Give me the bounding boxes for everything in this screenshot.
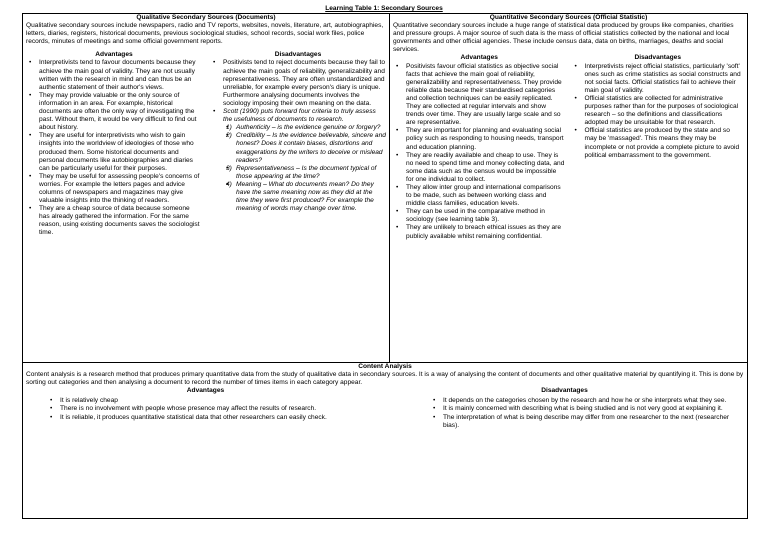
content-analysis-advantages (26, 387, 385, 429)
list-item (223, 108, 386, 213)
qualitative-intro: Qualitative secondary sources include newspapers, radio and TV reports, websites, novels, literature, art, autobiographies, letters, diaries, registers, historical documents, previous sociological studies, school records, social work files, police records, minutes of meetings and some official government reports. (26, 22, 384, 46)
list-item: • Interpretivists reject official statistics, particularly 'soft' ones such as crime statistics as social constructs and not social facts. Official statistics fail to achieve their main goal of validity. (585, 63, 745, 95)
list-item: • It is reliable, it produces quantitative statistical data that other researchers can easily check. (60, 414, 385, 422)
qualitative-disadvantages-heading: Disadvantages (274, 51, 322, 59)
qualitative-disadvantages (208, 51, 386, 237)
criteria-text: Representativeness – Is the document typical of those appearing at the time? (236, 164, 377, 180)
criteria-item (226, 180, 386, 213)
list-item: • They may be useful for assessing people's concerns of worries. For example the letters pages and advice columns of newspapers and magazines may give valuable insights into the thinking of readers. (39, 173, 202, 205)
list-item: • They may provide valuable or the only source of information in an area. For example, historical documents are often the only way of investigating the past. Without them, it would be very difficult to find out about history. (39, 92, 202, 132)
list-item: • They are unlikely to breach ethical issues as they are publicly available whilst remaining confidential. (406, 224, 566, 240)
criteria-item (226, 164, 386, 181)
criteria-number: • 2) (226, 132, 232, 140)
quantitative-heading: Quantitative Secondary Sources (Official Statistic) (489, 14, 648, 21)
list-item: • Positivists tend to reject documents because they fail to achieve the main goals of reliability, generalizability and representativeness. They are often unstandardized and unreliable, for example every person's diary is unique. Furthermore analysing documents involves the sociology imposing their own meaning on the data. (223, 59, 386, 108)
content-analysis-intro: Content analysis is a research method that produces primary quantitative data from the study of qualitative data in secondary sources. It is a way of analysing the content of documents and other qualitative material by quantifying it. This is done by sorting out categories and then analysing a document to record the number of times items in each category appear. (26, 371, 744, 387)
content-analysis-disadvantages (385, 387, 744, 429)
content-analysis-cell (23, 363, 748, 519)
quantitative-disadvantages (572, 54, 745, 240)
criteria-text: Credibility – Is the evidence believable, sincere and honest? Does it contain biases, distortions and exaggerations by the writers to deceive or mislead readers? (236, 132, 386, 164)
criteria-number: • 1) (226, 124, 232, 132)
list-item: • There is no involvement with people whose presence may affect the results of research. (60, 405, 385, 413)
list-item: • They are useful for interpretivists who wish to gain insights into the worldview of ideologies of those who produced them. Some historical documents and personal documents like autobiographies and diaries can be particularly useful for their purposes. (39, 132, 202, 172)
quantitative-intro: Quantitative secondary sources include a huge range of statistical data produced by groups like companies, charities and pressure groups. A major source of such data is the mass of official statistics collected by the national and local governments and other official agencies. These include census data, data on births, marriages, deaths and social services. (393, 22, 734, 54)
criteria-item (226, 132, 386, 164)
content-analysis-disadvantages-heading: Disadvantages (541, 387, 588, 395)
list-item: • It depends on the categories chosen by the research and how he or she interprets what they see. (443, 397, 736, 405)
criteria-number: • 3) (226, 164, 232, 172)
list-item: • They are important for planning and evaluating social policy such as responding to housing needs, transport and education planning. (406, 127, 566, 151)
content-analysis-advantages-heading: Advantages (186, 387, 225, 395)
criteria-item (226, 124, 386, 132)
list-item: • They allow inter group and international comparisons to be made, such as between working class and middle class families, education levels. (406, 184, 566, 208)
list-item: • They are a cheap source of data because someone has already gathered the information. For the same reason, using existing documents saves the sociologist time. (39, 205, 202, 237)
secondary-sources-table (22, 13, 748, 519)
list-item: • They are readily available and cheap to use. They is no need to spend time and money collecting data, and some data such as the census would be impossible for one individual to collect. (406, 152, 566, 184)
list-item: • Positivists favour official statistics as objective social facts that achieve the main goal of reliability, generalizability and representativeness. They provide reliable data because their standardised categories and collection techniques can be easily replicated. They are collected at regular intervals and show trends over time. They are usually large scale and so are representative. (406, 63, 566, 128)
list-item: • They can be used in the comparative method in sociology (see learning table 3). (406, 208, 566, 224)
list-item-text: Scott (1990) puts forward four criteria to truly assess the usefulness of documents to research. (223, 108, 376, 124)
list-item: • Interpretivists tend to favour documents because they achieve the main goal of validity. They are not usually written with the research in mind and can thus be an authentic statement of their author's views. (39, 59, 202, 91)
qualitative-cell (23, 14, 390, 363)
list-item: • It is mainly concerned with describing what is being studied and is not very good at explaining it. (443, 405, 736, 413)
content-analysis-heading: Content Analysis (358, 363, 412, 370)
list-item: • Official statistics are collected for administrative purposes rather than for the purposes of sociological research – so the definitions and classifications adopted may be unsuitable for that research. (585, 95, 745, 127)
list-item: • Official statistics are produced by the state and so may be 'massaged'. This means they may be incomplete or not provide a complete picture to avoid political embarrassment to the government. (585, 127, 745, 159)
qualitative-advantages-heading: Advantages (95, 51, 133, 59)
quantitative-cell (390, 14, 748, 363)
qualitative-advantages (26, 51, 208, 237)
quantitative-advantages-heading: Advantages (460, 54, 498, 62)
criteria-text: Meaning – What do documents mean? Do they have the same meaning now as they did at the time they were first produced? For example the meaning of words may change over time. (236, 180, 374, 213)
qualitative-heading: Qualitative Secondary Sources (Documents) (136, 14, 276, 21)
quantitative-advantages (393, 54, 572, 240)
criteria-text: Authenticity – is the evidence genuine or forgery? (236, 124, 381, 132)
criteria-number: • 4) (226, 180, 232, 188)
list-item: • The interpretation of what is being describe may differ from one researcher to the next (researcher bias). (443, 414, 736, 430)
list-item: • It is relatively cheap (60, 397, 385, 405)
page-title: Learning Table 1: Secondary Sources (325, 5, 443, 12)
quantitative-disadvantages-heading: Disadvantages (634, 54, 682, 62)
